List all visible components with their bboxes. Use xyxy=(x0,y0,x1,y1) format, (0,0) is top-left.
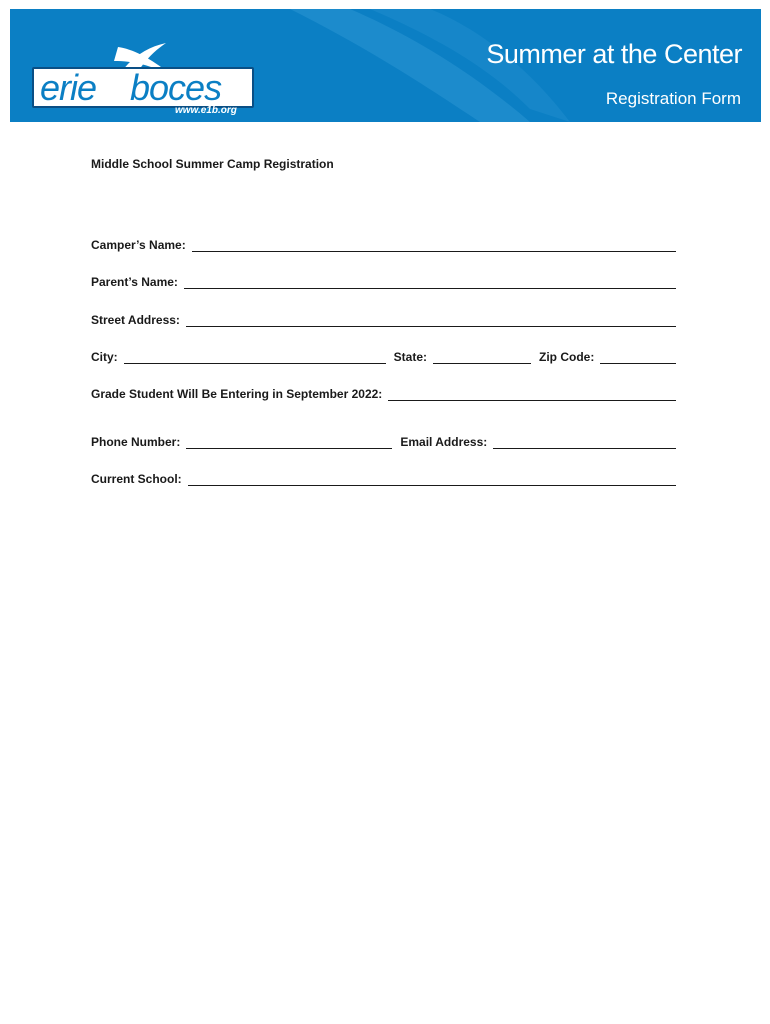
state-field[interactable] xyxy=(433,350,531,364)
campers-name-field[interactable] xyxy=(192,238,676,252)
banner-subtitle: Registration Form xyxy=(605,89,741,108)
email-address-field[interactable] xyxy=(493,435,676,449)
campers-name-label: Camper’s Name: xyxy=(91,238,186,252)
zip-code-field[interactable] xyxy=(600,350,676,364)
phone-email-row xyxy=(91,431,676,449)
email-address-label: Email Address: xyxy=(400,435,488,449)
phone-number-label: Phone Number: xyxy=(91,435,181,449)
logo-url: www.e1b.org xyxy=(175,105,237,116)
current-school-label: Current School: xyxy=(91,472,182,486)
state-label: State: xyxy=(393,350,428,364)
street-address-label: Street Address: xyxy=(91,313,180,327)
city-state-zip-row xyxy=(91,346,676,364)
logo-text-erie: erie xyxy=(40,67,97,108)
banner-title: Summer at the Center xyxy=(486,39,742,69)
parents-name-label: Parent’s Name: xyxy=(91,275,178,289)
zip-code-label: Zip Code: xyxy=(539,350,595,364)
parents-name-row xyxy=(91,271,676,289)
logo-text-boces: boces xyxy=(130,67,222,108)
city-label: City: xyxy=(91,350,118,364)
current-school-field[interactable] xyxy=(188,472,676,486)
phone-number-field[interactable] xyxy=(186,435,392,449)
grade-row xyxy=(91,383,676,401)
header-banner xyxy=(10,9,761,122)
current-school-row xyxy=(91,468,676,486)
grade-label: Grade Student Will Be Entering in September 2022: xyxy=(91,387,383,401)
street-address-row xyxy=(91,309,676,327)
erie-boces-logo xyxy=(32,67,254,108)
campers-name-row xyxy=(91,234,676,252)
form-heading: Middle School Summer Camp Registration xyxy=(91,157,334,171)
grade-field[interactable] xyxy=(388,387,676,401)
city-field[interactable] xyxy=(124,350,386,364)
parents-name-field[interactable] xyxy=(184,275,676,289)
street-address-field[interactable] xyxy=(186,313,676,327)
